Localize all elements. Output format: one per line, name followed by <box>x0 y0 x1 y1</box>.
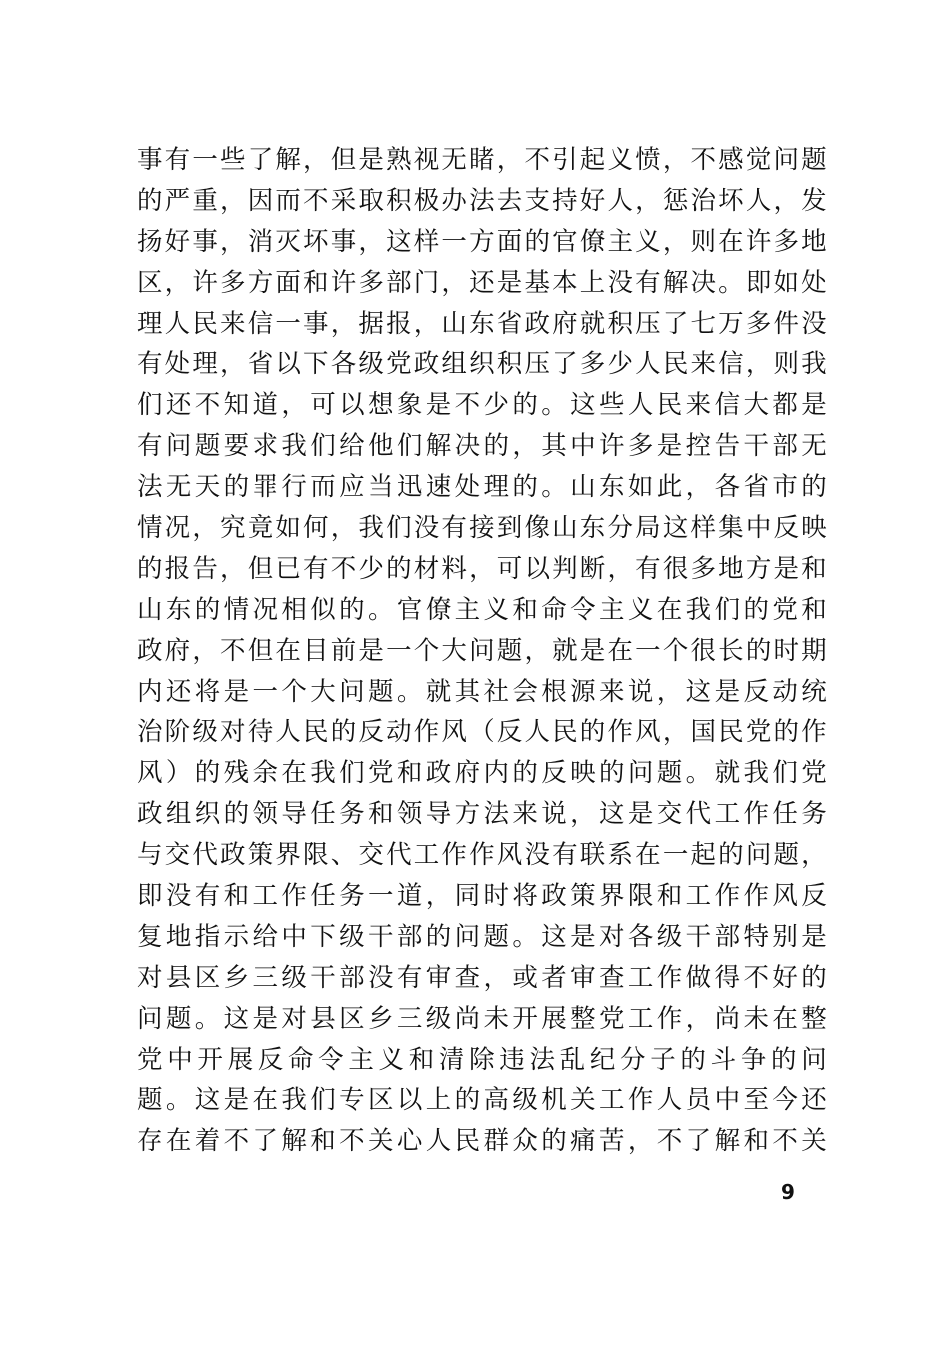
body-text <box>137 140 827 1162</box>
text-line: 问题。这是对县区乡三级尚未开展整党工作，尚未在整 <box>137 1003 827 1034</box>
text-line: 复地指示给中下级干部的问题。这是对各级干部特别是 <box>137 921 827 952</box>
text-line: 扬好事，消灭坏事，这样一方面的官僚主义，则在许多地 <box>137 226 827 257</box>
text-line: 的报告，但已有不少的材料，可以判断，有很多地方是和 <box>137 553 827 584</box>
text-line: 事有一些了解，但是熟视无睹，不引起义愤，不感觉问题 <box>137 145 827 175</box>
text-line: 政府，不但在目前是一个大问题，就是在一个很长的时期 <box>137 635 827 666</box>
text-line: 有处理，省以下各级党政组织积压了多少人民来信，则我 <box>137 349 827 380</box>
text-line: 有问题要求我们给他们解决的，其中许多是控告干部无 <box>137 431 827 462</box>
text-line: 对县区乡三级干部没有审查，或者审查工作做得不好的 <box>137 962 827 993</box>
text-line: 们还不知道，可以想象是不少的。这些人民来信大都是 <box>137 390 827 421</box>
text-line: 的严重，因而不采取积极办法去支持好人，惩治坏人，发 <box>137 185 827 216</box>
text-line: 存在着不了解和不关心人民群众的痛苦，不了解和不关 <box>137 1126 827 1157</box>
text-line: 法无天的罪行而应当迅速处理的。山东如此，各省市的 <box>137 472 827 503</box>
text-line: 题。这是在我们专区以上的高级机关工作人员中至今还 <box>137 1085 827 1116</box>
text-line: 与交代政策界限、交代工作作风没有联系在一起的问题， <box>137 840 827 871</box>
page-number: 9 <box>781 1180 795 1204</box>
text-line: 情况，究竟如何，我们没有接到像山东分局这样集中反映 <box>137 513 827 544</box>
text-line: 政组织的领导任务和领导方法来说，这是交代工作任务 <box>137 799 827 830</box>
text-line: 治阶级对待人民的反动作风（反人民的作风，国民党的作 <box>137 717 827 748</box>
text-line: 区，许多方面和许多部门，还是基本上没有解决。即如处 <box>137 267 827 298</box>
text-line: 理人民来信一事，据报，山东省政府就积压了七万多件没 <box>137 308 827 339</box>
text-line: 党中开展反命令主义和清除违法乱纪分子的斗争的问 <box>137 1044 827 1075</box>
text-line: 风）的残余在我们党和政府内的反映的问题。就我们党 <box>137 758 827 789</box>
text-line: 即没有和工作任务一道，同时将政策界限和工作作风反 <box>137 881 827 912</box>
text-line: 内还将是一个大问题。就其社会根源来说，这是反动统 <box>137 676 827 707</box>
text-line: 山东的情况相似的。官僚主义和命令主义在我们的党和 <box>137 594 827 625</box>
